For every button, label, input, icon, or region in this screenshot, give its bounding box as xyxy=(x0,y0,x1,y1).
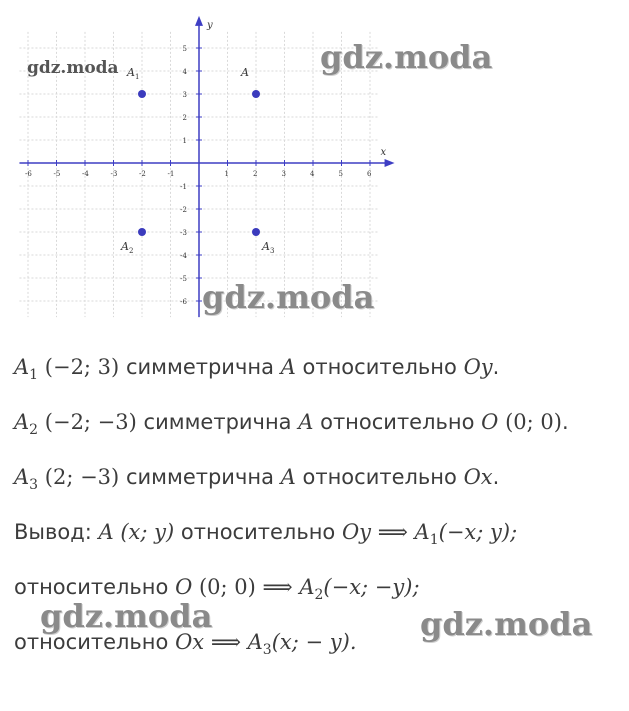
x-tick-label: -3 xyxy=(110,170,118,178)
point-label: A xyxy=(241,66,249,79)
point xyxy=(138,90,146,98)
x-axis-arrow xyxy=(385,159,395,167)
point-label-sub: 1 xyxy=(134,73,140,81)
x-tick-label: -4 xyxy=(82,170,89,178)
y-tick-label: 2 xyxy=(182,114,187,122)
watermark: gdz.moda xyxy=(202,278,375,316)
y-tick-label: -6 xyxy=(180,298,187,306)
point xyxy=(252,228,260,236)
statement-line-3: $A_3$ (2; −3) симметрична A относительно Ox. xyxy=(14,465,500,493)
point xyxy=(252,90,260,98)
point-label-sub: 3 xyxy=(269,247,275,255)
conclusion-line-2: относительно O (0; 0) ⟹ $A_2(-x$; −y); xyxy=(14,575,420,603)
watermark-small: gdz.moda xyxy=(27,58,119,78)
watermark: gdz.moda xyxy=(420,605,593,643)
y-axis-arrow xyxy=(195,16,203,26)
x-tick-label: 6 xyxy=(367,170,372,178)
x-tick-label: 2 xyxy=(253,170,258,178)
y-tick-label: -2 xyxy=(180,206,187,214)
y-tick-label: -5 xyxy=(180,275,187,283)
x-tick-label: -5 xyxy=(53,170,61,178)
x-tick-label: -2 xyxy=(139,170,146,178)
y-tick-label: 5 xyxy=(182,45,187,53)
y-tick-label: 1 xyxy=(182,137,187,145)
x-tick-label: 4 xyxy=(310,170,315,178)
point-label: $A_2$ xyxy=(121,240,134,255)
y-tick-label: -1 xyxy=(180,183,187,191)
point-label: $A_3$ xyxy=(262,240,275,255)
y-tick-label: -3 xyxy=(180,229,187,237)
x-tick-label: 1 xyxy=(224,170,229,178)
x-tick-label: -6 xyxy=(25,170,32,178)
point xyxy=(138,228,146,236)
y-tick-label: -4 xyxy=(180,252,187,260)
point-label: $A_1$ xyxy=(127,66,140,81)
watermark: gdz.moda xyxy=(320,38,493,76)
conclusion-line-3: относительно Ox ⟹ $A_3(x$; − y). xyxy=(14,630,357,658)
point-label-sub: 2 xyxy=(128,247,134,255)
y-tick-label: 4 xyxy=(182,68,187,76)
x-tick-label: -1 xyxy=(167,170,175,178)
statement-line-1: $A_1$ (−2; 3) симметрична A относительно Oy. xyxy=(14,355,500,383)
x-tick-label: 5 xyxy=(338,170,343,178)
statement-line-2: $A_2$ (−2; −3) симметрична A относительно O (0; 0). xyxy=(14,410,569,438)
x-tick-label: 3 xyxy=(281,170,286,178)
conclusion-line-1: Вывод: A (x; y) относительно Oy ⟹ $A_1(-x$; y); xyxy=(14,520,518,548)
y-tick-label: 3 xyxy=(182,91,187,99)
y-axis-label: y xyxy=(207,19,213,31)
watermark: gdz.moda xyxy=(40,597,213,635)
x-axis-label: x xyxy=(380,147,387,158)
